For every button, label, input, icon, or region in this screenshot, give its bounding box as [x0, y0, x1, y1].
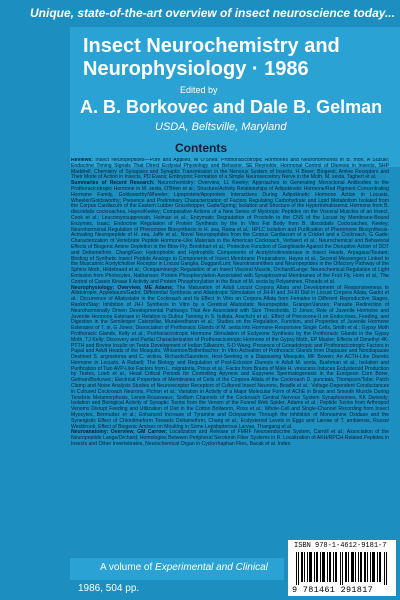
contents-section-neuroanatomy: [71, 430, 389, 447]
title-panel: [70, 27, 400, 167]
barcode-box: [288, 540, 396, 596]
series-prefix: A volume of: [100, 562, 156, 573]
section-text: Neurochemistry: Overview, LL Keeley; Approaches to Generating Monoclonal Antibodies to the Prothoracicotropic Hormone in M. sexta, O'Brien et al.; Structure/Activity Relationships of Adipokinetic Hormone/Red Pigment Concentrating Hormone Family, Goldsworthy/Wheeler; Lipoprotein/Apoprotein Interactions During Adipokinetic Hormone Action in Locusts, Wheeler/Goldsworthy; Presence and Preliminary Characterization of Factors Regulating Carbohydrate and Lipid Metabolism Isolated from the Corpus Cardiacum of the Eastern Lubber Grasshopper, Gade/Spring; Isolation and Structure of the Hypertrehalosemic Hormone from B. discoidalis cockroaches, Hayes/Keeley; Comparative Actions of a New Series of Myotropic Peptides on the Visceral Muscles of an Insect, Cook et al.; Leucomyosuppressin, Holman et al.; Enzymatic Degradation of Proctolin in the CNS of the Locust by Membrane-Bound Enzymes, Isaac; Endocrine Regulation of Protein Synthesis by the In Vitro Fat Body from B. discoidalis Cockroaches, Keeley; Neurohormonal Regulation of Pheromone Biosynthesis in H. zea, Raina et al.; HPLC Isolation and Purification of Pheromone Biosynthesis-Activating Neuropeptide of H. zea, Jaffe et al.; Novel Neuropeptides from the Corpus Cardiacum of a Cricket and a Cockroach, G Gade; Characterization of Vertebrate Peptide Hormone-Like Materials in the American Cockroach, Verhaert et al.; Neurochemical and Behavioral Effects of Biogenic Amine Depletion in the Blow Fly, Brookhart et al.; Protective Function of Ganglioside Against the Disruptive Action of DDT and Deltamethrin, Chang/Gao; Hydrophobic and Hydrophilic Components of Acetylcholinesterase in Insect Heads, Arpagaus/Toutant; Binding of Synthetic Insect Peptide Analogs to Components of Insect Membrane Preparations, Hayes et al.; Second Messengers Linked to the Muscarinic Acetylcholine Receptor in Locust Ganglia, Duggan/Lunt; Neurotransmitters and Neuropeptides in the Olfactory Pathway of the Sphinx Moth, Hildebrand et al.; Octopaminergic Regulation of an Insect Visceral Muscle, Orchard/Lange; Neurochemical Regulation of Light Emission from Photocytes, Nathanson; Protein Phosphorylation Associated with Synaptosomal Membranes of the Fruit Fly, Horn et al.; The Control of Casein Kinase II Activity and Protein Phosphorylation in the Brain of M. sexta by Polyamines, Rhoads et al.: [71, 180, 389, 285]
section-text: Insect Neuropeptides—Pure and Applied, M O'Shea; Prothoracicotropic Hormones and Neurohormones in B. mori, A Suzuki; Endocrine Timing Signals That Direct Ecdysial Physiology and Behavior, SE Reynolds; Hormonal Control of Diuresis in Insects, SHP Maddrell; Chemistry of Synapses and Synaptic Transmission in the Nervous System of Insects, H Breer; Biogenic Amine Receptors and Their Mode of Action in Insects, PD Evans; Embryonic Formation of a Simple Neurosecretory Nerve in the Moth, M. sexta, Taghert et al.: [71, 158, 389, 181]
contents-section-summaries: [71, 181, 389, 285]
series-name: Experimental and Clinical: [155, 562, 268, 573]
isbn-label: ISBN 978-1-4612-9181-7: [294, 542, 387, 550]
section-heading: Neuroanatomy: Overview, GM Carrow;: [71, 429, 168, 436]
barcode-number: 9 781461 291817: [292, 585, 374, 595]
section-heading: Summaries of Recent Research:: [71, 180, 155, 187]
barcode-icon: [294, 552, 390, 585]
contents-section-reviews: [71, 158, 389, 181]
affiliation: USDA, Beltsville, Maryland: [155, 121, 287, 133]
book-title: Insect Neurochemistry and Neurophysiology · 1986: [83, 35, 340, 80]
section-text: Localization and Release of FMRF Neuroendocrine System, Carroll et al.; Association of the Neuropeptide Lange/Orchard; Homologies Between Peripheral Serotonin Fiber Systems in R. Localization of AKH/RPCH-Related Peptides in Insects and Other Invertebrates, Neurochemical Organ in Cyclorrhaphan Flies, Bacak et al. Index.: [71, 429, 389, 448]
section-heading: Neurophysiology: Overview, ME Adams;: [71, 284, 174, 291]
edited-by-label: Edited by: [180, 85, 218, 95]
contents-list: [71, 158, 389, 564]
section-heading: Reviews:: [71, 158, 94, 163]
publication-info: 1986, 504 pp.: [78, 583, 140, 594]
contents-heading: Contents: [175, 141, 227, 155]
series-label: [100, 562, 268, 573]
tagline: Unique, state-of-the-art overview of insect neuroscience today...: [30, 6, 395, 20]
contents-section-neurophysiology: [71, 286, 389, 431]
section-text: The Maturation of Adult Locust Corpora Allata and Development of Responsiveness to Allatotropin, Applebaum/Gadot; Differential Synthesis and Allatotropic Stimulation of JH-III and JH-III Diol in Locust Corpora Allata, Gadot et al.; Occurrence of Allatostatin in the Cockroach and Its Effect In Vitro on Corpora Allata from Females in Different Reproductive Stages, Rankin/Stay; Inhibition of JH-I Synthesis In Vitro by a Cerebral Allatostatic Neuropeptide, Granger/Janzen; Parasite Redirection of Neurohormonally Driven Developmental Pathways That Are Associated with Size Thresholds, D Jones; Role of Juvenile Hormone and Juvenile Hormone Esterase in Relation to Dufour Tanning in S. bullata, Arachchi et al.; Effect of Precocene-II on Endocrines, Feeding, and Digestion in the Semilooper Caterpillar, Muraleedharan et al.; Studies on the Regulation, Function, and Properties of Juvenile Hormone Esterases of T. ni, G Jones; Dissociation of Prothoracic Glands of M. sexta into Hormone-Responsive Single Cells, Smith et al.; Gypsy Moth Prothoracic Glands, Kelly et al.; Prothoracicotropic Hormone Stimulation of Ecdysone Synthesis by the Prothoracic Glands in the Gypsy Moth, TJ Kelly; Discovery and Partial Characterization of Prothoracicotropic Hormone of the Gypsy Moth, EP Masler; Effects of Dimethyl 4K-PTTH and Bovine Insulin on Testis Development of Indian Silkworm, S-D Wang; Presence of Gonadotropic and Prothoracicotropic Factors in Pupal and Adult Heads of the Mosquito, Whisenton/Bollenbacher; In Vitro Activation of Prothoracic Glands from Diapause and Nondiapause Destined S. argrostoma and C. victina, Richards/Saunders; Host-Seeking in a Diapausing Mosquito, MF Bowen; An ACTH-Like Diuretic Hormone in Locusts, A Rafaeli; The Biology and Regulation of Post-Eclosion Diuresis in Adult M. sexta, Bushman et al.; Isolation and Purification of Two AVP-Like Factors from L. migratoria, Proux et al.; Factor from Brains of Male H. virescens Induces Ecdysteroid Production by Testes, Loeb et al.; Head Critical Periods for Controlling Apyrene and Eupyrene Spermatogenesis in the European Corn Borer, Gelman/Borkovec; Electrical Properties of Membranes of Cells of the Corpora Allata of the Cockroach D. punctata, Thompson/Tobe; Patch Clamp and Noise Analysis Studies of Neuroreceptor Receptors of Cultured Insect Neurons, Beadle et al.; Voltage-Dependent Conductances in Cultured Cockroach Neurons, Pichon et al.; Variation in Activity of a Major Molecular Form of AChE in Brain and Smooth Muscle During Tenebrio Metamorphosis, Lenoir-Rousseaux; Sodium Channels of the Cockroach Central Nervous System Synaptosomes, KK Dwivedy; Isolation and Biological Activity of Synaptic Toxins from the Venom of the Funnel Web Spider, Adams et al.; Peptide Toxins from Arthropod Venoms Disrupt Feeding and Utilization of Diet in the Cotton Bollworm, Ross et al.; Whole-Cell and Single-Channel Recording from Insect Myocytes, Bermudez et al.; Enhanced Increase of Tyramine and Octopamine Through the Inhibition of Monoamine Oxidase and the Synergistic Effect of Chlordimeform Towards Deltamethrin, Chang et al.; Ecdysteroid Levels in Eggs and Larvae of T. ambiensis, Russo/ Westbrook; Effect of Biogenic Amines on Moulting in Some Lepidopterous Larvae, Thangaraj et al.: [71, 284, 389, 430]
editors: A. B. Borkovec and Dale B. Gelman: [80, 97, 383, 117]
